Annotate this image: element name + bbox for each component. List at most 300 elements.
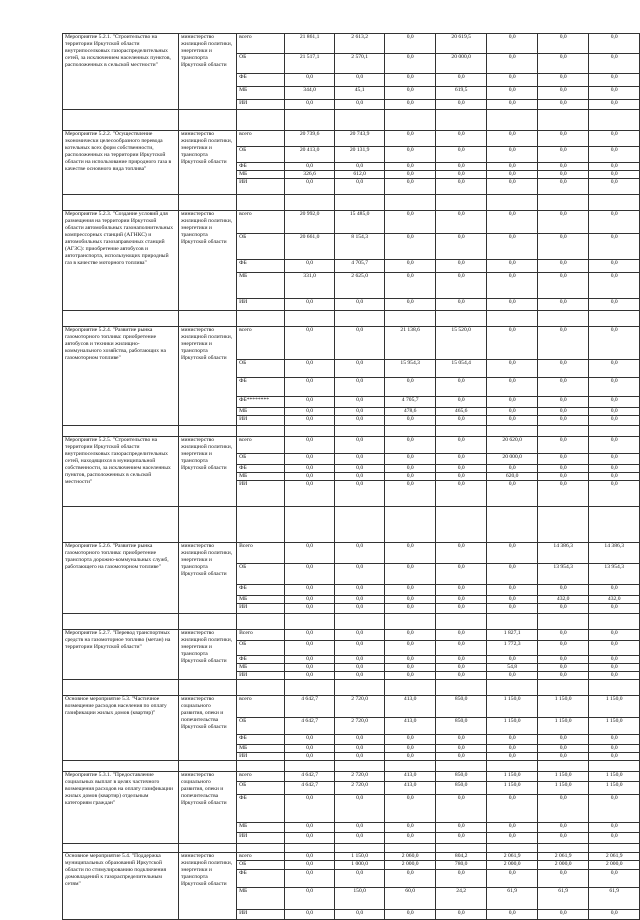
- amount-cell: 0,0: [589, 823, 640, 833]
- funding-source: ИИ: [237, 833, 285, 844]
- amount-cell: 0,0: [589, 437, 640, 454]
- amount-cell: 0,0: [334, 437, 385, 454]
- amount-cell: 0,0: [334, 416, 385, 426]
- block-spacer-row: [63, 614, 640, 630]
- measure-name: Основное мероприятие 5.4. "Поддержка муниципальных образований Иркутской области по стимулированию подключения домовладений к газораспределительным сетям": [63, 853, 179, 920]
- amount-cell: 344,0: [285, 87, 335, 100]
- amount-cell: 8 154,3: [334, 234, 385, 260]
- amount-cell: 0,0: [385, 585, 436, 596]
- amount-cell: 0,0: [537, 630, 588, 641]
- amount-cell: 1 150,0: [487, 782, 538, 795]
- spacer-cell: [334, 311, 385, 327]
- amount-cell: 0,0: [589, 260, 640, 273]
- amount-cell: 0,0: [589, 179, 640, 195]
- amount-cell: 0,0: [487, 585, 538, 596]
- amount-cell: 0,0: [285, 753, 335, 761]
- spacer-cell: [334, 426, 385, 437]
- block-spacer-row: [63, 680, 640, 696]
- spacer-cell: [385, 195, 436, 211]
- spacer-cell: [237, 195, 285, 211]
- amount-cell: 2 625,0: [334, 273, 385, 299]
- spacer-cell: [537, 680, 588, 696]
- amount-cell: 20 413,0: [285, 147, 335, 163]
- amount-cell: 0,0: [487, 416, 538, 426]
- amount-cell: 1 150,0: [537, 782, 588, 795]
- funding-source: ОБ: [237, 147, 285, 163]
- funding-source: ОБ: [237, 641, 285, 656]
- amount-cell: 0,0: [435, 870, 486, 888]
- spacer-cell: [589, 311, 640, 327]
- amount-cell: 432,0: [589, 596, 640, 604]
- amount-cell: 0,0: [385, 543, 436, 564]
- amount-cell: 0,0: [487, 131, 538, 147]
- amount-cell: 0,0: [435, 74, 486, 87]
- amount-cell: 0,0: [285, 795, 335, 823]
- amount-cell: 21 138,6: [385, 327, 436, 360]
- funding-source: ИИ: [237, 100, 285, 110]
- spacer-cell: [487, 844, 538, 853]
- spacer-cell: [487, 110, 538, 131]
- amount-cell: 0,0: [435, 481, 486, 507]
- spacer-cell: [178, 110, 236, 131]
- amount-cell: 0,0: [285, 100, 335, 110]
- table-row: [63, 772, 640, 782]
- executor-name: министерство жилищной политики, энергетики и транспорта Иркутской области: [178, 131, 236, 195]
- block-spacer-row: [63, 761, 640, 772]
- spacer-cell: [237, 680, 285, 696]
- amount-cell: 0,0: [589, 604, 640, 614]
- funding-source: ОБ: [237, 234, 285, 260]
- measure-name: Мероприятие 5.2.4. "Развитие рынка газомоторного топлива: приобретение автобусов и техники жилищно-коммунального хозяйства, работающих на газомоторном топливе": [63, 327, 179, 426]
- spacer-cell: [334, 614, 385, 630]
- amount-cell: 0,0: [385, 672, 436, 680]
- amount-cell: 0,0: [589, 910, 640, 920]
- amount-cell: 0,0: [435, 596, 486, 604]
- amount-cell: 0,0: [285, 870, 335, 888]
- amount-cell: 0,0: [385, 378, 436, 397]
- amount-cell: 413,0: [385, 696, 436, 718]
- executor-name: министерство жилищной политики, энергетики и транспорта Иркутской области: [178, 543, 236, 614]
- measure-name: Мероприятие 5.2.2. "Осуществление экономически целесообразного перевода котельных всех форм собственности, расположенных на территории Иркутской области на использование природного газа в качестве основного вида топлива": [63, 131, 179, 195]
- amount-cell: 0,0: [487, 795, 538, 823]
- amount-cell: 0,0: [537, 378, 588, 397]
- amount-cell: 0,0: [487, 833, 538, 844]
- amount-cell: 4 642,7: [285, 718, 335, 735]
- spacer-cell: [385, 614, 436, 630]
- amount-cell: 0,0: [589, 360, 640, 378]
- funding-source: ФБ: [237, 465, 285, 473]
- amount-cell: 0,0: [537, 171, 588, 179]
- amount-cell: 0,0: [385, 34, 436, 54]
- amount-cell: 2 000,0: [589, 861, 640, 870]
- spacer-cell: [589, 844, 640, 853]
- amount-cell: 0,0: [487, 604, 538, 614]
- funding-source: МБ: [237, 408, 285, 416]
- amount-cell: 0,0: [285, 735, 335, 745]
- amount-cell: 0,0: [334, 179, 385, 195]
- amount-cell: 0,0: [537, 656, 588, 664]
- amount-cell: 61,9: [487, 888, 538, 910]
- amount-cell: 0,0: [334, 641, 385, 656]
- amount-cell: 61,9: [589, 888, 640, 910]
- amount-cell: 0,0: [589, 163, 640, 171]
- amount-cell: 2 061,9: [589, 853, 640, 861]
- spacer-cell: [435, 426, 486, 437]
- funding-source: ФБ: [237, 378, 285, 397]
- spacer-cell: [237, 614, 285, 630]
- amount-cell: 478,6: [385, 408, 436, 416]
- amount-cell: 0,0: [334, 596, 385, 604]
- spacer-cell: [285, 844, 335, 853]
- amount-cell: 0,0: [435, 753, 486, 761]
- amount-cell: 850,0: [435, 696, 486, 718]
- spacer-cell: [589, 614, 640, 630]
- amount-cell: 0,0: [334, 910, 385, 920]
- amount-cell: 15 054,4: [435, 360, 486, 378]
- spacer-cell: [435, 614, 486, 630]
- amount-cell: 0,0: [487, 147, 538, 163]
- amount-cell: 0,0: [385, 656, 436, 664]
- amount-cell: 0,0: [385, 596, 436, 604]
- block-spacer-row: [63, 507, 640, 543]
- spacer-cell: [178, 311, 236, 327]
- amount-cell: 0,0: [589, 131, 640, 147]
- amount-cell: 780,0: [435, 861, 486, 870]
- spacer-cell: [589, 680, 640, 696]
- amount-cell: 0,0: [385, 299, 436, 311]
- amount-cell: 0,0: [334, 481, 385, 507]
- amount-cell: 0,0: [487, 74, 538, 87]
- measure-name: Мероприятие 5.3.1. "Предоставление социальных выплат в целях частичного возмещения расходов на оплату газификации жилых домов (квартир) отдельным категориям граждан": [63, 772, 179, 844]
- amount-cell: 0,0: [334, 745, 385, 753]
- spacer-cell: [537, 311, 588, 327]
- amount-cell: 0,0: [589, 585, 640, 596]
- amount-cell: 0,0: [589, 641, 640, 656]
- funding-source: МБ: [237, 273, 285, 299]
- amount-cell: 0,0: [435, 641, 486, 656]
- amount-cell: 0,0: [435, 437, 486, 454]
- executor-name: министерство жилищной политики, энергетики и транспорта Иркутской области: [178, 34, 236, 110]
- amount-cell: 0,0: [487, 870, 538, 888]
- spacer-cell: [537, 844, 588, 853]
- table-row: [63, 34, 640, 54]
- measure-name: Мероприятие 5.2.1. "Строительство на территории Иркутской области внутрипоселковых газораспределительных сетей, за исключением населенных пунктов, расположенных в сельской местности": [63, 34, 179, 110]
- amount-cell: 413,0: [385, 772, 436, 782]
- spacer-cell: [487, 614, 538, 630]
- amount-cell: 0,0: [487, 234, 538, 260]
- measure-name: Основное мероприятие 5.3. "Частичное возмещение расходов населения по оплату газификации жилых домов (квартир)": [63, 696, 179, 761]
- amount-cell: 0,0: [285, 465, 335, 473]
- spacer-cell: [537, 195, 588, 211]
- amount-cell: 0,0: [487, 260, 538, 273]
- amount-cell: 0,0: [334, 327, 385, 360]
- amount-cell: 0,0: [385, 795, 436, 823]
- spacer-cell: [334, 110, 385, 131]
- spacer-cell: [63, 507, 179, 543]
- spacer-cell: [178, 195, 236, 211]
- amount-cell: 0,0: [537, 397, 588, 408]
- block-spacer-row: [63, 311, 640, 327]
- funding-source: МБ: [237, 171, 285, 179]
- spacer-cell: [435, 195, 486, 211]
- amount-cell: 0,0: [385, 735, 436, 745]
- block-spacer-row: [63, 110, 640, 131]
- amount-cell: 20 619,5: [435, 34, 486, 54]
- amount-cell: 0,0: [487, 596, 538, 604]
- amount-cell: 0,0: [487, 273, 538, 299]
- amount-cell: 0,0: [487, 543, 538, 564]
- executor-name: министерство жилищной политики, энергетики и транспорта Иркутской области: [178, 630, 236, 680]
- amount-cell: 20 739,6: [285, 131, 335, 147]
- funding-source: ОБ: [237, 861, 285, 870]
- amount-cell: 0,0: [435, 171, 486, 179]
- amount-cell: 0,0: [435, 630, 486, 641]
- amount-cell: 0,0: [385, 604, 436, 614]
- amount-cell: 0,0: [589, 753, 640, 761]
- amount-cell: 0,0: [487, 299, 538, 311]
- amount-cell: 0,0: [537, 585, 588, 596]
- amount-cell: 0,0: [537, 131, 588, 147]
- spacer-cell: [285, 195, 335, 211]
- spacer-cell: [178, 614, 236, 630]
- table-row: [63, 543, 640, 564]
- amount-cell: 0,0: [334, 833, 385, 844]
- amount-cell: 21 517,1: [285, 54, 335, 74]
- amount-cell: 0,0: [285, 543, 335, 564]
- amount-cell: 0,0: [487, 910, 538, 920]
- amount-cell: 0,0: [334, 564, 385, 585]
- amount-cell: 0,0: [435, 543, 486, 564]
- amount-cell: 2 060,0: [385, 853, 436, 861]
- amount-cell: 0,0: [537, 211, 588, 234]
- spacer-cell: [589, 195, 640, 211]
- amount-cell: 0,0: [435, 179, 486, 195]
- amount-cell: 20 000,0: [435, 54, 486, 74]
- amount-cell: 0,0: [385, 131, 436, 147]
- amount-cell: 0,0: [435, 564, 486, 585]
- amount-cell: 0,0: [487, 34, 538, 54]
- spacer-cell: [589, 507, 640, 543]
- amount-cell: 0,0: [435, 260, 486, 273]
- amount-cell: 13 954,3: [589, 564, 640, 585]
- amount-cell: 0,0: [285, 416, 335, 426]
- spacer-cell: [178, 761, 236, 772]
- amount-cell: 0,0: [285, 378, 335, 397]
- amount-cell: 1 150,0: [334, 853, 385, 861]
- amount-cell: 0,0: [435, 664, 486, 672]
- amount-cell: 2 000,0: [537, 861, 588, 870]
- amount-cell: 1 150,0: [589, 772, 640, 782]
- amount-cell: 0,0: [385, 163, 436, 171]
- amount-cell: 0,0: [487, 656, 538, 664]
- amount-cell: 15 485,0: [334, 211, 385, 234]
- funding-source: ОБ: [237, 564, 285, 585]
- funding-source: МБ: [237, 596, 285, 604]
- amount-cell: 0,0: [537, 745, 588, 753]
- amount-cell: 0,0: [537, 87, 588, 100]
- spacer-cell: [385, 680, 436, 696]
- amount-cell: 0,0: [589, 833, 640, 844]
- amount-cell: 0,0: [385, 87, 436, 100]
- funding-source: ФБ: [237, 74, 285, 87]
- funding-source: ФБ: [237, 795, 285, 823]
- amount-cell: 0,0: [385, 179, 436, 195]
- amount-cell: 0,0: [385, 630, 436, 641]
- amount-cell: 0,0: [537, 664, 588, 672]
- spacer-cell: [178, 844, 236, 853]
- amount-cell: 0,0: [537, 299, 588, 311]
- amount-cell: 0,0: [385, 745, 436, 753]
- amount-cell: 4 705,7: [385, 397, 436, 408]
- table-row: [63, 211, 640, 234]
- executor-name: министерство жилищной политики, энергетики и транспорта Иркутской области: [178, 853, 236, 920]
- amount-cell: 2 570,1: [334, 54, 385, 74]
- spacer-cell: [435, 761, 486, 772]
- funding-source: ИИ: [237, 481, 285, 507]
- amount-cell: 0,0: [435, 795, 486, 823]
- amount-cell: 0,0: [537, 795, 588, 823]
- spacer-cell: [285, 614, 335, 630]
- funding-source: МБ: [237, 745, 285, 753]
- amount-cell: 13 954,3: [537, 564, 588, 585]
- amount-cell: 4 642,7: [285, 782, 335, 795]
- amount-cell: 2 061,9: [537, 853, 588, 861]
- amount-cell: 0,0: [487, 564, 538, 585]
- funding-source: ИИ: [237, 910, 285, 920]
- amount-cell: 0,0: [487, 87, 538, 100]
- spacer-cell: [589, 426, 640, 437]
- amount-cell: 0,0: [385, 870, 436, 888]
- amount-cell: 21 861,1: [285, 34, 335, 54]
- amount-cell: 1 827,1: [487, 630, 538, 641]
- amount-cell: 0,0: [435, 131, 486, 147]
- amount-cell: 0,0: [334, 299, 385, 311]
- amount-cell: 2 000,0: [385, 861, 436, 870]
- amount-cell: 1 772,3: [487, 641, 538, 656]
- financing-table: [62, 33, 640, 920]
- amount-cell: 0,0: [385, 454, 436, 465]
- spacer-cell: [237, 844, 285, 853]
- amount-cell: 0,0: [589, 481, 640, 507]
- amount-cell: 0,0: [537, 234, 588, 260]
- amount-cell: 1 150,0: [487, 772, 538, 782]
- amount-cell: 0,0: [537, 179, 588, 195]
- amount-cell: 432,0: [537, 596, 588, 604]
- amount-cell: 2 000,0: [487, 861, 538, 870]
- amount-cell: 1 150,0: [537, 718, 588, 735]
- funding-source: всего: [237, 853, 285, 861]
- amount-cell: 0,0: [589, 100, 640, 110]
- amount-cell: 0,0: [589, 416, 640, 426]
- amount-cell: 0,0: [589, 870, 640, 888]
- amount-cell: 0,0: [435, 910, 486, 920]
- amount-cell: 20 620,0: [487, 437, 538, 454]
- amount-cell: 0,0: [589, 54, 640, 74]
- spacer-cell: [63, 426, 179, 437]
- block-spacer-row: [63, 844, 640, 853]
- amount-cell: 0,0: [435, 378, 486, 397]
- amount-cell: 0,0: [435, 672, 486, 680]
- amount-cell: 0,0: [285, 833, 335, 844]
- amount-cell: 0,0: [435, 465, 486, 473]
- amount-cell: 0,0: [537, 473, 588, 481]
- amount-cell: 20 000,0: [487, 454, 538, 465]
- amount-cell: 0,0: [589, 273, 640, 299]
- amount-cell: 0,0: [537, 735, 588, 745]
- funding-source: всего: [237, 327, 285, 360]
- amount-cell: 0,0: [435, 473, 486, 481]
- amount-cell: 0,0: [385, 171, 436, 179]
- amount-cell: 2 720,0: [334, 696, 385, 718]
- amount-cell: 2 720,0: [334, 772, 385, 782]
- funding-source: ИИ: [237, 299, 285, 311]
- amount-cell: 331,0: [285, 273, 335, 299]
- amount-cell: 620,0: [487, 473, 538, 481]
- spacer-cell: [385, 761, 436, 772]
- amount-cell: 0,0: [334, 543, 385, 564]
- amount-cell: 0,0: [589, 465, 640, 473]
- spacer-cell: [285, 680, 335, 696]
- amount-cell: 0,0: [537, 273, 588, 299]
- amount-cell: 20 131,9: [334, 147, 385, 163]
- amount-cell: 0,0: [285, 656, 335, 664]
- amount-cell: 0,0: [487, 100, 538, 110]
- amount-cell: 0,0: [334, 604, 385, 614]
- amount-cell: 0,0: [487, 211, 538, 234]
- amount-cell: 0,0: [589, 473, 640, 481]
- spacer-cell: [487, 426, 538, 437]
- amount-cell: 0,0: [589, 34, 640, 54]
- amount-cell: 0,0: [285, 360, 335, 378]
- spacer-cell: [237, 426, 285, 437]
- amount-cell: 0,0: [285, 641, 335, 656]
- amount-cell: 850,0: [435, 718, 486, 735]
- amount-cell: 0,0: [385, 910, 436, 920]
- amount-cell: 0,0: [385, 416, 436, 426]
- measure-name: Мероприятие 5.2.3. "Создание условий для размещения на территории Иркутской области автомобильных газонаполнительных компрессорных станций (АГНКС) и автомобильных газозаправочных станций (АГЗС): приобретение автобусов и автотранспорта, использующих природный газ в качестве моторного топлива": [63, 211, 179, 311]
- amount-cell: 850,0: [435, 772, 486, 782]
- amount-cell: 0,0: [285, 163, 335, 171]
- amount-cell: 0,0: [589, 378, 640, 397]
- amount-cell: 0,0: [537, 100, 588, 110]
- amount-cell: 0,0: [285, 664, 335, 672]
- spacer-cell: [589, 761, 640, 772]
- amount-cell: 0,0: [285, 630, 335, 641]
- funding-source: Всего: [237, 543, 285, 564]
- funding-source: ИИ: [237, 179, 285, 195]
- amount-cell: 0,0: [334, 823, 385, 833]
- amount-cell: 0,0: [285, 397, 335, 408]
- measure-name: Мероприятие 5.2.6. "Развитие рынка газомоторного топлива: приобретение транспорта дорожно-коммунальных служб, работающего на газомоторном топливе": [63, 543, 179, 614]
- amount-cell: 0,0: [285, 74, 335, 87]
- amount-cell: 0,0: [589, 630, 640, 641]
- funding-source: МБ: [237, 823, 285, 833]
- amount-cell: 0,0: [385, 465, 436, 473]
- amount-cell: 413,0: [385, 718, 436, 735]
- amount-cell: 0,0: [487, 397, 538, 408]
- funding-source: всего: [237, 211, 285, 234]
- amount-cell: 0,0: [487, 378, 538, 397]
- amount-cell: 0,0: [487, 745, 538, 753]
- amount-cell: 61,9: [537, 888, 588, 910]
- amount-cell: 0,0: [334, 163, 385, 171]
- amount-cell: 0,0: [285, 408, 335, 416]
- amount-cell: 0,0: [334, 795, 385, 823]
- amount-cell: 0,0: [334, 753, 385, 761]
- spacer-cell: [537, 761, 588, 772]
- amount-cell: 0,0: [589, 795, 640, 823]
- spacer-cell: [537, 614, 588, 630]
